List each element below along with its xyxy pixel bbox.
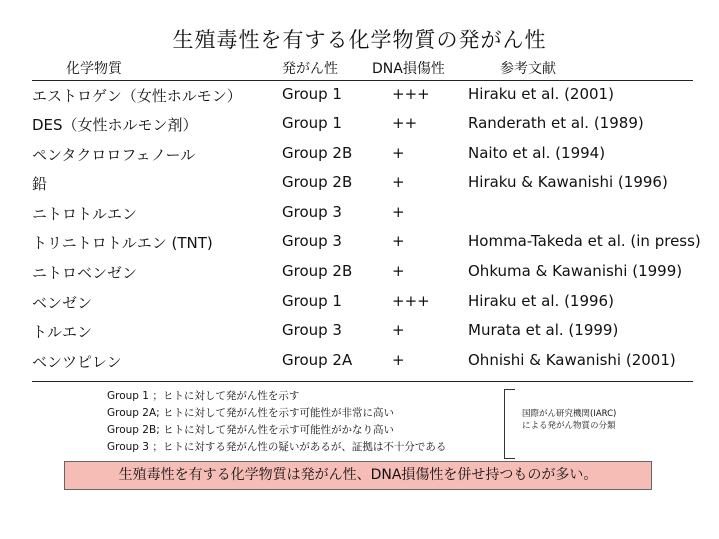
iarc-group: Group 2A bbox=[282, 351, 353, 369]
table-row bbox=[0, 114, 719, 144]
header-chemical: 化学物質 bbox=[66, 61, 122, 77]
reference: Hiraku et al. (2001) bbox=[468, 85, 614, 103]
dna-damage-level: +++ bbox=[392, 292, 430, 310]
table-row bbox=[0, 173, 719, 203]
reference: Murata et al. (1999) bbox=[468, 321, 619, 339]
reference: Randerath et al. (1989) bbox=[468, 114, 644, 132]
chemical-name: 鉛 bbox=[32, 175, 48, 193]
iarc-group: Group 1 bbox=[282, 114, 342, 132]
table-row bbox=[0, 351, 719, 381]
chemical-name: トリニトロトルエン (TNT) bbox=[32, 234, 213, 252]
iarc-note-line-2: による発がん物質の分類 bbox=[522, 421, 616, 431]
table-row bbox=[0, 292, 719, 322]
iarc-group: Group 3 bbox=[282, 321, 342, 339]
iarc-group: Group 2B bbox=[282, 262, 353, 280]
legend-group-3: Group 3 ；ヒトに対する発がん性の疑いがあるが、証拠は不十分である bbox=[107, 441, 447, 453]
chemical-name: ペンタクロロフェノール bbox=[32, 146, 196, 164]
dna-damage-level: + bbox=[392, 203, 405, 221]
page-title: 生殖毒性を有する化学物質の発がん性 bbox=[172, 28, 547, 52]
chemical-name: ニトロトルエン bbox=[32, 205, 138, 223]
chemical-name: ベンゼン bbox=[32, 294, 93, 312]
table-top-rule bbox=[32, 80, 693, 81]
table-row bbox=[0, 85, 719, 115]
header-carcinogenicity: 発がん性 bbox=[282, 61, 338, 77]
legend-group-2a: Group 2A; ヒトに対して発がん性を示す可能性が非常に高い bbox=[107, 407, 395, 419]
iarc-note bbox=[522, 408, 616, 432]
iarc-note-line-1: 国際がん研究機関(IARC) bbox=[522, 409, 617, 419]
table-bottom-rule bbox=[32, 381, 693, 382]
iarc-group: Group 2B bbox=[282, 144, 353, 162]
reference: Naito et al. (1994) bbox=[468, 144, 606, 162]
chemical-name: DES（女性ホルモン剤） bbox=[32, 116, 198, 134]
iarc-group: Group 3 bbox=[282, 203, 342, 221]
chemical-name: ベンツピレン bbox=[32, 353, 122, 371]
reference: Hiraku & Kawanishi (1996) bbox=[468, 173, 668, 191]
dna-damage-level: + bbox=[392, 262, 405, 280]
table-row bbox=[0, 144, 719, 174]
legend-group-2b: Group 2B; ヒトに対して発がん性を示す可能性がかなり高い bbox=[107, 424, 395, 436]
reference: Ohkuma & Kawanishi (1999) bbox=[468, 262, 683, 280]
legend-bracket bbox=[504, 389, 515, 459]
iarc-group: Group 2B bbox=[282, 173, 353, 191]
header-reference: 参考文献 bbox=[500, 61, 556, 77]
chemical-name: エストロゲン（女性ホルモン） bbox=[32, 87, 242, 105]
iarc-group: Group 3 bbox=[282, 232, 342, 250]
dna-damage-level: + bbox=[392, 351, 405, 369]
dna-damage-level: + bbox=[392, 173, 405, 191]
table-row bbox=[0, 203, 719, 233]
iarc-group: Group 1 bbox=[282, 85, 342, 103]
chemical-name: トルエン bbox=[32, 323, 93, 341]
reference: Ohnishi & Kawanishi (2001) bbox=[468, 351, 676, 369]
iarc-group: Group 1 bbox=[282, 292, 342, 310]
chemical-name: ニトロベンゼン bbox=[32, 264, 138, 282]
group-legend bbox=[107, 388, 446, 456]
header-dna-damage: DNA損傷性 bbox=[372, 61, 445, 77]
dna-damage-level: + bbox=[392, 144, 405, 162]
reference: Homma-Takeda et al. (in press) bbox=[468, 232, 701, 250]
dna-damage-level: + bbox=[392, 321, 405, 339]
dna-damage-level: + bbox=[392, 232, 405, 250]
dna-damage-level: +++ bbox=[392, 85, 430, 103]
reference: Hiraku et al. (1996) bbox=[468, 292, 614, 310]
conclusion-banner: 生殖毒性を有する化学物質は発がん性、DNA損傷性を併せ持つものが多い。 bbox=[64, 461, 652, 490]
table-row bbox=[0, 262, 719, 292]
table-row bbox=[0, 232, 719, 262]
dna-damage-level: ++ bbox=[392, 114, 418, 132]
table-row bbox=[0, 321, 719, 351]
legend-group-1: Group 1 ；ヒトに対して発がん性を示す bbox=[107, 390, 300, 402]
